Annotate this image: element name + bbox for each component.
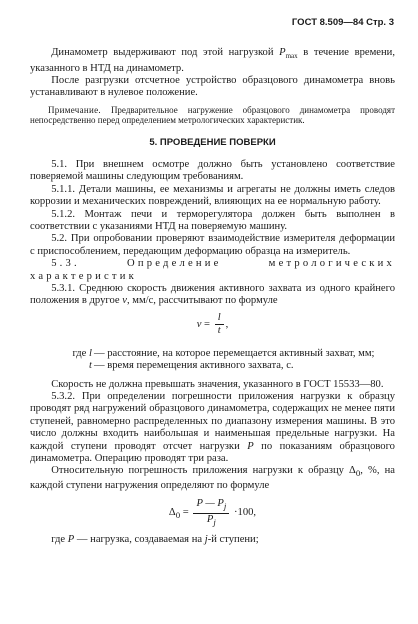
fraction: $\frac{l}{t}$: [215, 312, 224, 337]
paragraph-5-2: 5.2. При опробовании проверяют взаимодействие измерителя деформации с приспособлением, передающим деформацию образца на измеритель.: [30, 233, 395, 257]
where-block-2: где P — нагрузка, создаваемая на j-й ступени;: [51, 534, 259, 546]
note-text: Предварительное нагружение образцового динамометра проводят непосредственно перед определением метрологических характеристик.: [30, 104, 395, 126]
var-pmax: $P_{max}$: [279, 47, 298, 61]
paragraph-5-3: 5.3. Определение метрологических характеристик: [30, 258, 395, 282]
formula-speed: v = $\frac{l}{t}$ ,: [196, 311, 229, 336]
paragraph-unload: После разгрузки отсчетное устройство образцового динамометра вновь устанавливают в нулевое положение.: [30, 74, 395, 99]
formula-relative-error: $\Delta_0$ = $\frac{P — P_j}{P_j}$ ·100,: [168, 498, 257, 527]
paragraph-5-3-2: 5.3.2. При определении погрешности приложения нагрузки к образцу проводят ряд нагружений образцового динамометра, содержащих не менее пяти ступеней, равномерно распределенных по диапазону измерения машины. В это число должны входить наибольшая и наименьшая предельные нагрузки. На каждой ступени проводят отсчет нагрузки P по показаниям образцового динамометра. Операцию проводят три раза.: [30, 391, 395, 465]
paragraph-5-1: 5.1. При внешнем осмотре должно быть установлено соответствие поверяемой машины следующим требованиям.: [30, 158, 395, 183]
paragraph-hold-load: Динамометр выдерживают под этой нагрузкой $P_{max}$ в течение времени, указанного в НТД на динамометр.: [30, 47, 395, 74]
paragraph-speed-limit: Скорость не должна превышать значения, указанного в ГОСТ 15533—80.: [51, 378, 384, 390]
paragraph-5-1-2: 5.1.2. Монтаж печи и терморегулятора должен быть выполнен в соответствии с указаниями НТД на поверяемую машину.: [30, 208, 395, 232]
paragraph-5-3-1: 5.3.1. Среднюю скорость движения активного захвата из одного крайнего положения в другое v, мм/с, рассчитывают по формуле: [30, 283, 395, 307]
where-block-1: где l — расстояние, на которое перемещается активный захват, мм; t — время перемещения активного захвата, с.: [72, 347, 375, 372]
note: [30, 105, 395, 126]
fraction: $\frac{P — P_j}{P_j}$: [193, 498, 229, 527]
paragraph-relative-error: Относительную погрешность приложения нагрузки к образцу $\Delta_0$, %, на каждой ступени нагружения определяют по формуле: [30, 465, 395, 491]
note-label: Примечание.: [48, 104, 101, 115]
document-body: [30, 47, 395, 547]
section-title: 5. ПРОВЕДЕНИЕ ПОВЕРКИ: [149, 136, 276, 148]
page-header: ГОСТ 8.509—84 Стр. 3: [291, 17, 394, 28]
paragraph-5-1-1: 5.1.1. Детали машины, ее механизмы и агрегаты не должны иметь следов коррозии и механических повреждений, влияющих на ее нормальную работу.: [30, 183, 395, 208]
